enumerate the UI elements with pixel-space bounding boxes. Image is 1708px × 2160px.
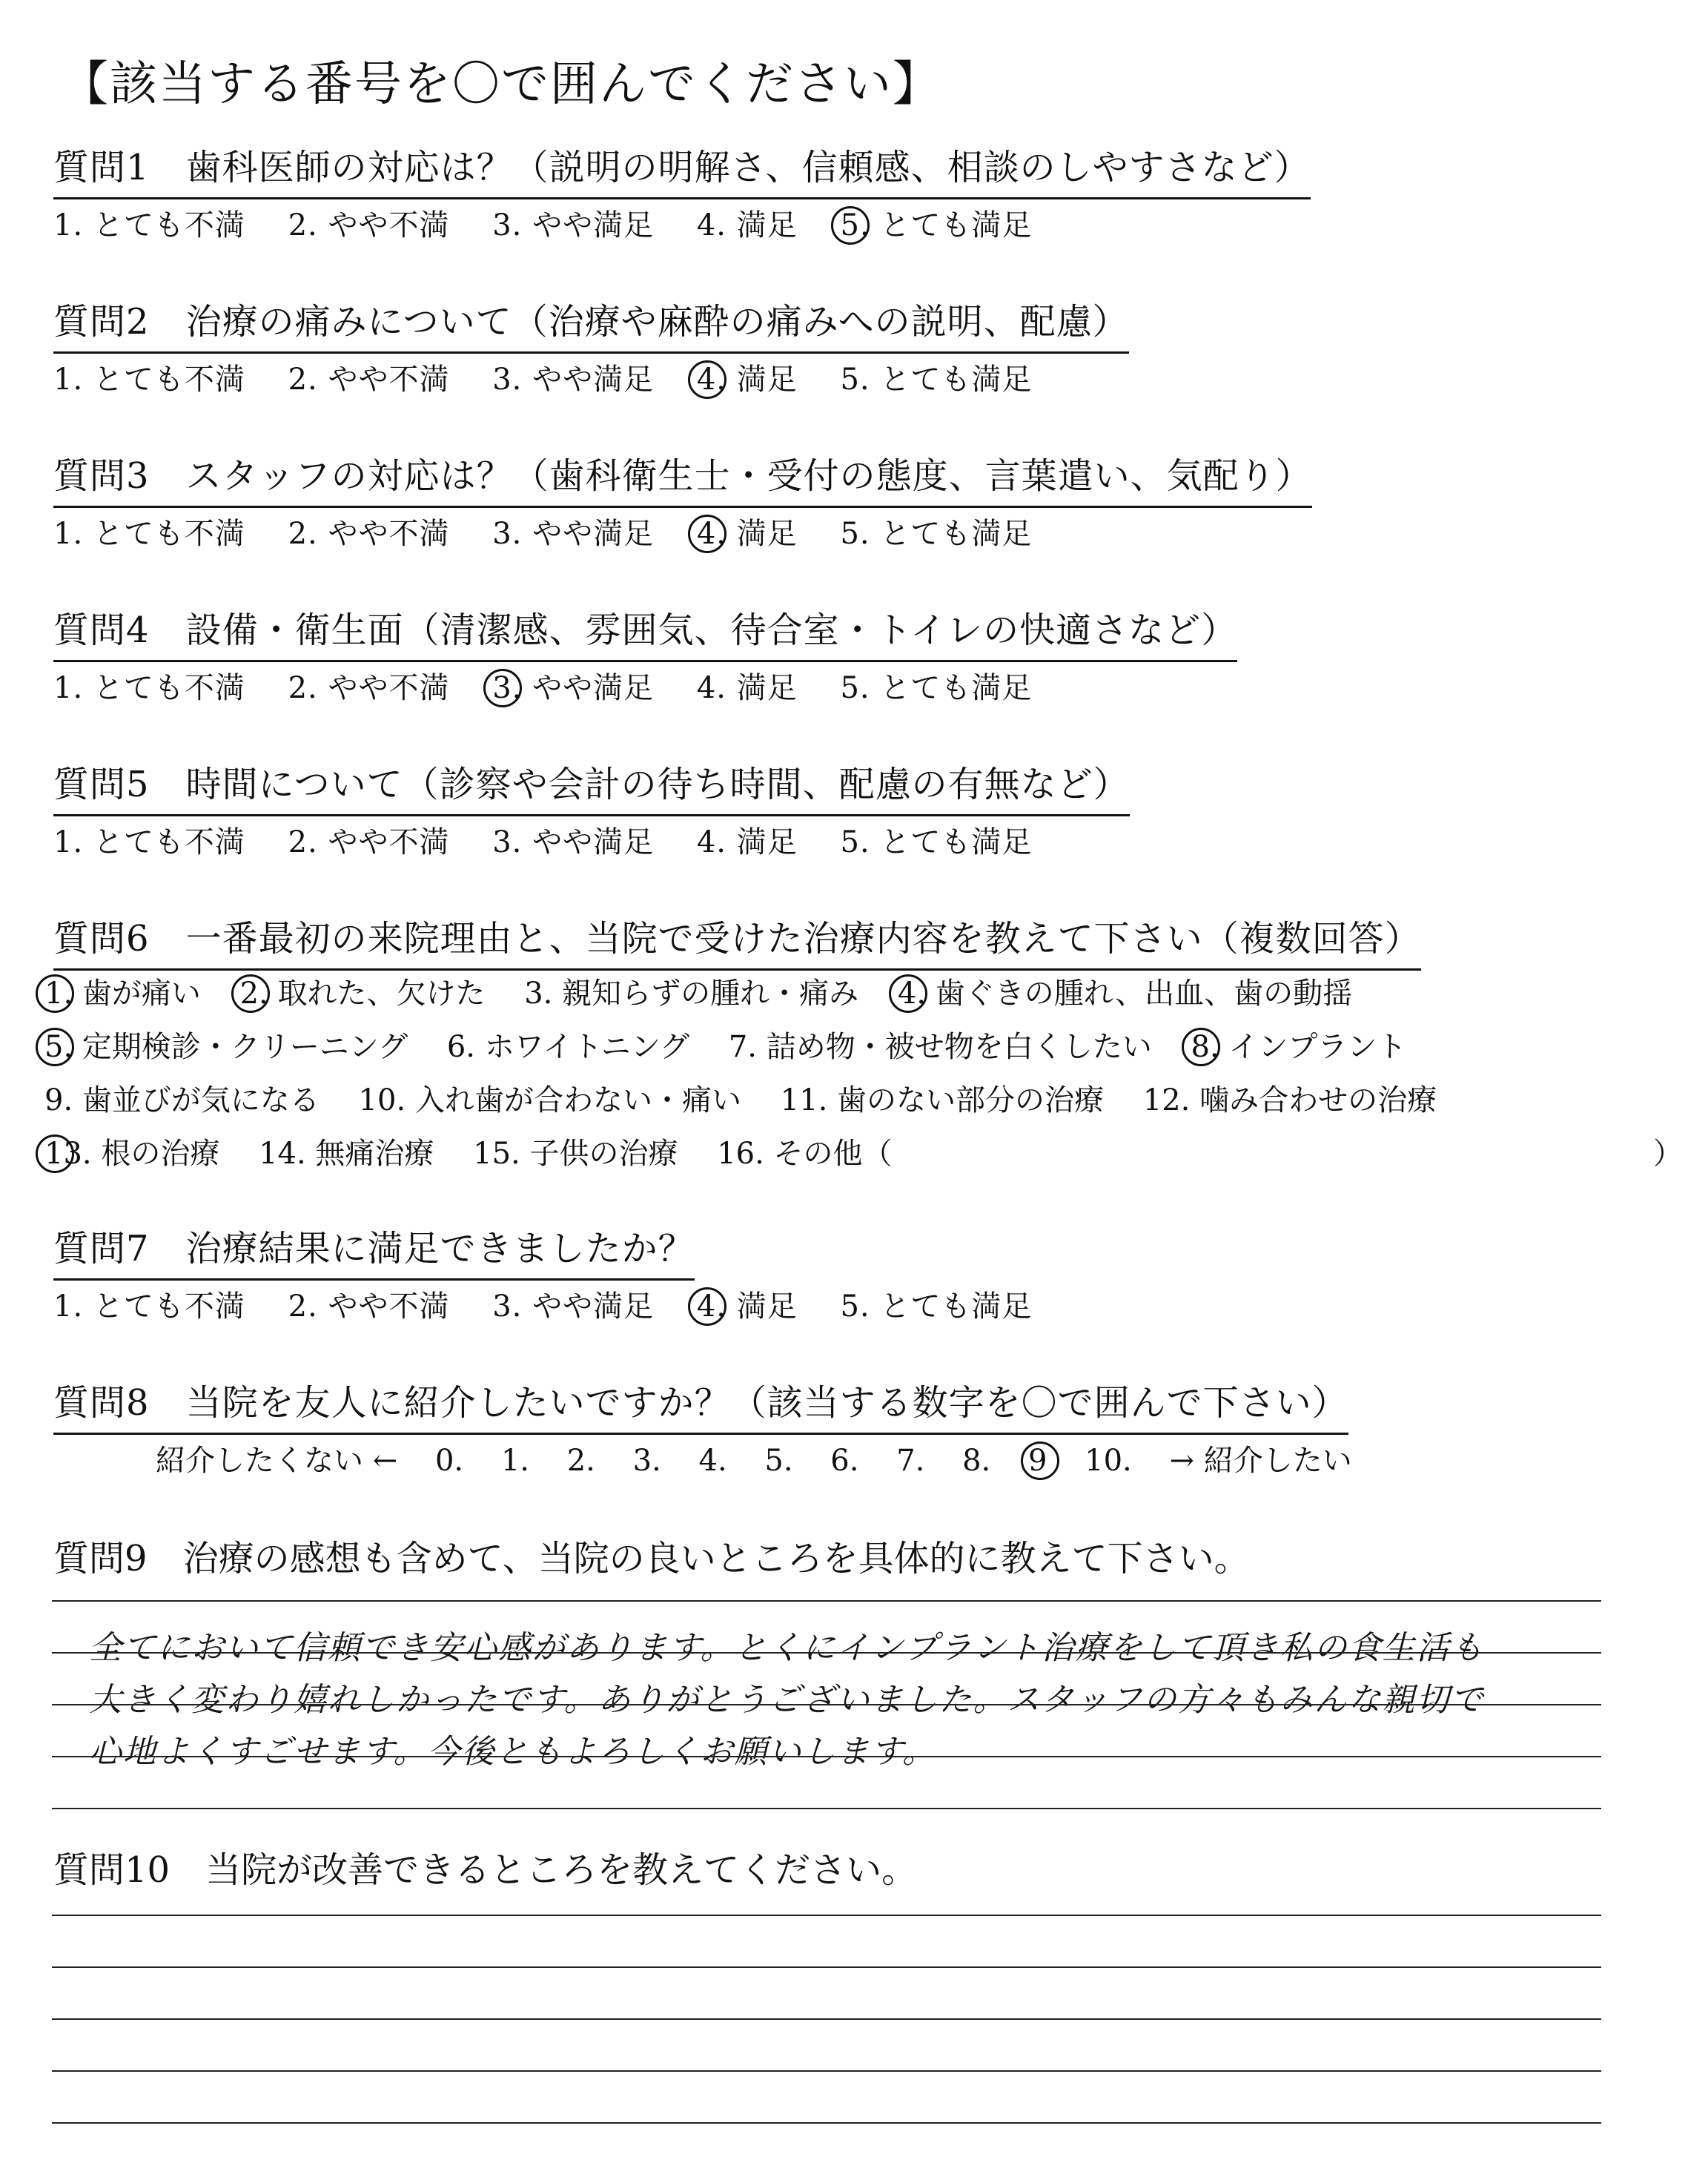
scale-10[interactable]: 10. xyxy=(1085,1444,1132,1478)
question-2-options xyxy=(53,359,1065,400)
answer-line[interactable] xyxy=(52,2122,1601,2124)
question-text: 一番最初の来院理由と、当院で受けた治療内容を教えて下さい（複数回答） xyxy=(185,918,1421,960)
option-1[interactable]: 1. とても不満 xyxy=(53,671,245,705)
answer-line xyxy=(52,1808,1601,1809)
option-5[interactable]: 5. とても満足 xyxy=(840,517,1033,551)
answer-line[interactable] xyxy=(52,2018,1601,2020)
option-1[interactable]: 1. とても不満 xyxy=(53,825,245,859)
question-label: 質問8 xyxy=(53,1382,150,1424)
selection-circle xyxy=(688,1287,726,1326)
option-4-selected[interactable]: 4. 満足 xyxy=(697,1286,798,1327)
selection-circle xyxy=(688,515,726,553)
q6-option-1-selected[interactable]: 1. 歯が痛い xyxy=(44,973,201,1014)
selection-circle xyxy=(1021,1441,1059,1480)
option-4[interactable]: 4. 満足 xyxy=(696,825,798,859)
question-8 xyxy=(53,1381,1348,1435)
question-label: 質問7 xyxy=(53,1228,150,1269)
scale-0[interactable]: 0. xyxy=(434,1444,464,1478)
answer-line[interactable] xyxy=(52,2070,1601,2072)
scale-9-selected[interactable]: 9 xyxy=(1028,1440,1047,1482)
question-8-scale xyxy=(156,1440,1380,1482)
option-5[interactable]: 5. とても満足 xyxy=(840,363,1033,397)
option-2[interactable]: 2. やや不満 xyxy=(288,363,450,397)
question-text: 歯科医師の対応は？（説明の明解さ、信頼感、相談のしやすさなど） xyxy=(185,147,1311,188)
selection-circle xyxy=(36,974,74,1013)
option-4-selected[interactable]: 4. 満足 xyxy=(697,513,798,555)
option-1[interactable]: 1. とても不満 xyxy=(53,517,245,551)
scale-2[interactable]: 2. xyxy=(566,1444,595,1478)
option-5[interactable]: 5. とても満足 xyxy=(840,1289,1033,1324)
q6-option-8-selected[interactable]: 8. インプラント xyxy=(1191,1026,1406,1068)
option-2[interactable]: 2. やや不満 xyxy=(288,208,450,242)
question-5 xyxy=(53,762,1130,816)
option-5-selected[interactable]: 5. とても満足 xyxy=(840,205,1032,246)
question-6 xyxy=(53,916,1421,971)
selection-circle xyxy=(231,974,270,1013)
handwritten-answer-line-2[interactable]: 大きく変わり嬉れしかったです。ありがとうございました。スタッフの方々もみんな親切で xyxy=(89,1681,1485,1719)
question-text: スタッフの対応は？（歯科衛生士・受付の態度、言葉遣い、気配り） xyxy=(185,455,1312,497)
answer-line xyxy=(52,1756,1601,1757)
handwritten-answer-line-1[interactable]: 全てにおいて信頼でき安心感があります。とくにインプラント治療をして頂き私の食生活も xyxy=(89,1629,1485,1667)
question-4-options xyxy=(53,667,1065,709)
option-3[interactable]: 3. やや満足 xyxy=(492,517,655,551)
option-5[interactable]: 5. とても満足 xyxy=(840,671,1033,705)
option-3[interactable]: 3. やや満足 xyxy=(492,825,655,859)
q6-option-15[interactable]: 15. 子供の治療 xyxy=(473,1137,678,1171)
answer-line[interactable] xyxy=(52,1966,1601,1968)
q6-option-14[interactable]: 14. 無痛治療 xyxy=(259,1137,434,1171)
selection-circle xyxy=(36,1135,74,1173)
question-label: 質問1 xyxy=(53,147,150,188)
question-label: 質問9 xyxy=(53,1538,148,1579)
scale-1[interactable]: 1. xyxy=(500,1444,530,1478)
question-7-options xyxy=(53,1286,1065,1327)
question-6-options-row-4 xyxy=(44,1133,1683,1175)
question-6-options-row-1 xyxy=(44,973,1382,1014)
question-9 xyxy=(53,1536,1250,1581)
option-2[interactable]: 2. やや不満 xyxy=(288,517,450,551)
selection-circle xyxy=(36,1028,74,1066)
question-text: 治療の痛みについて（治療や麻酔の痛みへの説明、配慮） xyxy=(185,301,1129,343)
question-text: 治療の感想も含めて、当院の良いところを具体的に教えて下さい。 xyxy=(182,1538,1250,1579)
question-6-options-row-2 xyxy=(44,1026,1436,1068)
option-4-selected[interactable]: 4. 満足 xyxy=(697,359,798,400)
q6-option-7[interactable]: 7. 詰め物・被せ物を白くしたい xyxy=(728,1030,1152,1064)
option-1[interactable]: 1. とても不満 xyxy=(53,363,245,397)
option-4[interactable]: 4. 満足 xyxy=(696,208,798,242)
q6-option-9[interactable]: 9. 歯並びが気になる xyxy=(44,1083,320,1117)
question-label: 質問4 xyxy=(53,610,150,651)
question-2 xyxy=(53,300,1129,354)
q6-option-5-selected[interactable]: 5. 定期検診・クリーニング xyxy=(44,1026,408,1068)
option-1[interactable]: 1. とても不満 xyxy=(53,1289,245,1324)
question-10 xyxy=(53,1848,917,1892)
question-5-options xyxy=(53,822,1065,863)
scale-7[interactable]: 7. xyxy=(896,1444,925,1478)
question-7 xyxy=(53,1226,695,1281)
q6-option-6[interactable]: 6. ホワイトニング xyxy=(446,1030,690,1064)
option-3[interactable]: 3. やや満足 xyxy=(492,208,655,242)
question-label: 質問3 xyxy=(53,455,150,497)
question-label: 質問2 xyxy=(53,301,150,343)
question-label: 質問6 xyxy=(53,918,150,960)
question-text: 治療結果に満足できましたか？ xyxy=(185,1228,695,1269)
q6-option-11[interactable]: 11. 歯のない部分の治療 xyxy=(780,1083,1105,1117)
scale-4[interactable]: 4. xyxy=(698,1444,727,1478)
question-6-options-row-3 xyxy=(44,1080,1466,1121)
option-2[interactable]: 2. やや不満 xyxy=(288,671,450,705)
question-text: 当院が改善できるところを教えてください。 xyxy=(205,1849,918,1891)
q6-other-close-paren: ） xyxy=(1653,1137,1683,1171)
option-3[interactable]: 3. やや満足 xyxy=(492,1289,655,1324)
option-3-selected[interactable]: 3. やや満足 xyxy=(492,667,654,709)
option-2[interactable]: 2. やや不満 xyxy=(288,1289,450,1324)
option-1[interactable]: 1. とても不満 xyxy=(53,208,245,242)
question-4 xyxy=(53,608,1237,662)
q6-option-13-selected[interactable]: 13. 根の治療 xyxy=(44,1133,219,1175)
question-1 xyxy=(53,145,1311,199)
q6-option-4-selected[interactable]: 4. 歯ぐきの腫れ、出血、歯の動揺 xyxy=(898,973,1352,1014)
question-label: 質問10 xyxy=(53,1849,171,1891)
selection-circle xyxy=(688,360,726,399)
question-text: 当院を友人に紹介したいですか？（該当する数字を〇で囲んで下さい） xyxy=(185,1382,1348,1424)
option-5[interactable]: 5. とても満足 xyxy=(840,825,1033,859)
option-2[interactable]: 2. やや不満 xyxy=(288,825,450,859)
option-3[interactable]: 3. やや満足 xyxy=(492,363,655,397)
q6-option-12[interactable]: 12. 噛み合わせの治療 xyxy=(1142,1083,1437,1117)
selection-circle xyxy=(483,669,522,707)
scale-3[interactable]: 3. xyxy=(632,1444,661,1478)
option-4[interactable]: 4. 満足 xyxy=(696,671,798,705)
q6-option-16[interactable]: 16. その他（ xyxy=(717,1137,893,1171)
q6-option-2-selected[interactable]: 2. 取れた、欠けた xyxy=(240,973,486,1014)
answer-line xyxy=(52,1704,1601,1705)
page-title: 【該当する番号を〇で囲んでください】 xyxy=(61,57,941,112)
scale-right-label: → 紹介したい xyxy=(1169,1444,1352,1478)
answer-line xyxy=(52,1600,1601,1602)
scale-8[interactable]: 8. xyxy=(962,1444,991,1478)
selection-circle xyxy=(889,974,927,1013)
handwritten-answer-line-3[interactable]: 心地よくすごせます。今後ともよろしくお願いします。 xyxy=(89,1733,936,1771)
scale-6[interactable]: 6. xyxy=(830,1444,859,1478)
scale-left-label: 紹介したくない ← xyxy=(156,1444,398,1478)
answer-line xyxy=(52,1652,1601,1654)
scale-5[interactable]: 5. xyxy=(764,1444,793,1478)
q6-option-10[interactable]: 10. 入れ歯が合わない・痛い xyxy=(358,1083,741,1117)
question-3-options xyxy=(53,513,1065,555)
question-3 xyxy=(53,454,1312,508)
question-1-options xyxy=(53,205,1065,246)
question-text: 設備・衛生面（清潔感、雰囲気、待合室・トイレの快適さなど） xyxy=(185,610,1238,651)
answer-line[interactable] xyxy=(52,1915,1601,1916)
question-label: 質問5 xyxy=(53,764,150,805)
question-text: 時間について（診察や会計の待ち時間、配慮の有無など） xyxy=(185,764,1130,805)
q6-option-3[interactable]: 3. 親知らずの腫れ・痛み xyxy=(524,977,859,1011)
